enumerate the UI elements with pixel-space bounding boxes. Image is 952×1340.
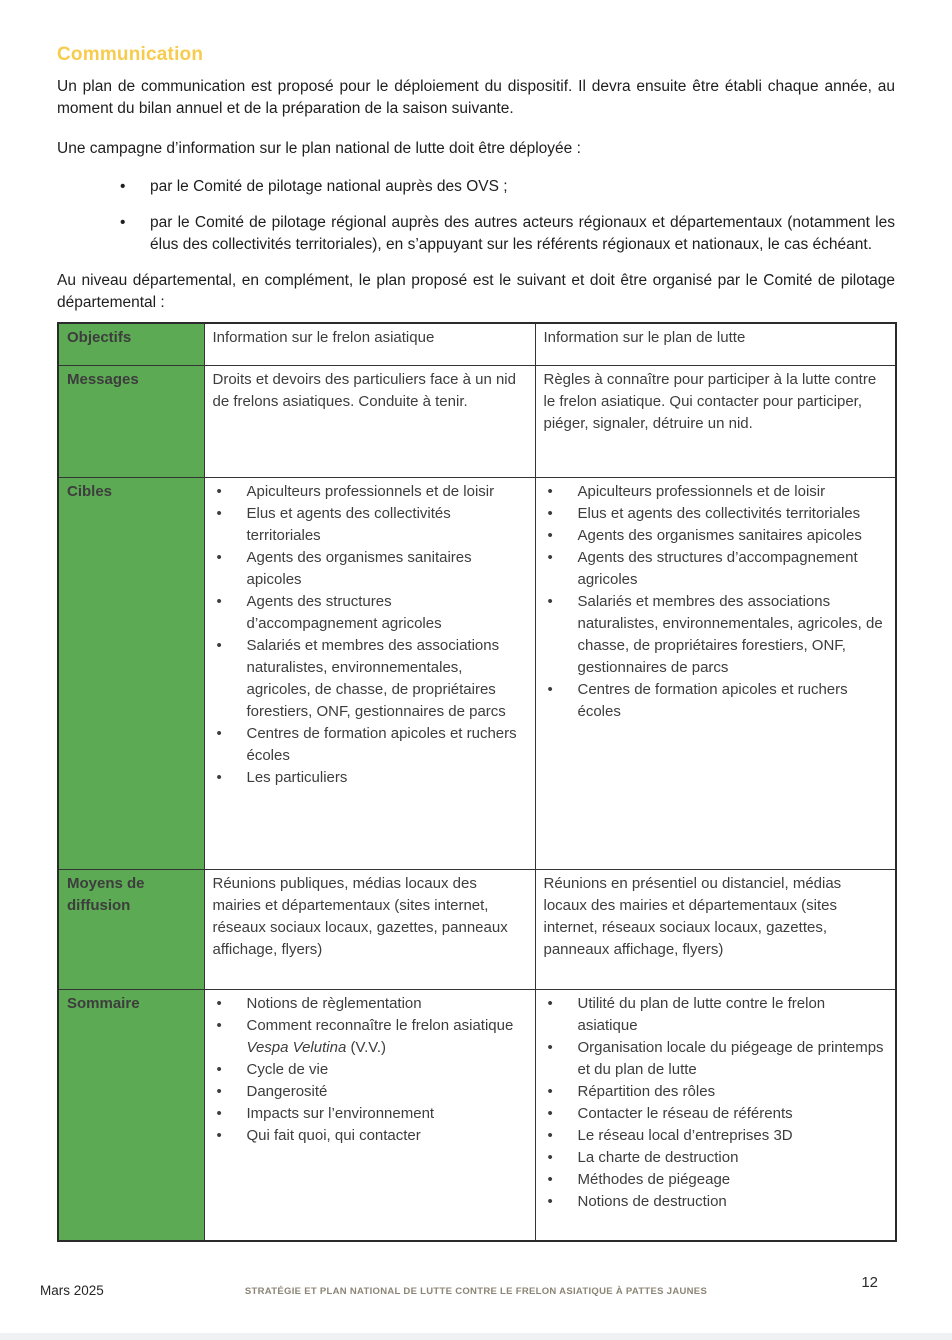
species-name-italic: Vespa Velutina [246, 1038, 347, 1056]
footer-date: Mars 2025 [40, 1283, 104, 1298]
table-row-cibles [58, 477, 896, 869]
row-header-objectifs: Objectifs [58, 323, 204, 365]
departmental-paragraph: Au niveau départemental, en complément, le plan proposé est le suivant et doit être organisé par le Comité de pilotage départemental : [57, 272, 895, 311]
sommaire-plan-list [544, 993, 888, 1213]
messages-frelon-cell: Droits et devoirs des particuliers face à un nid de frelons asiatiques. Conduite à tenir. [204, 365, 535, 477]
list-item: • Répartition des rôles [544, 1081, 888, 1103]
list-item: • La charte de destruction [544, 1147, 888, 1169]
list-item: • Agents des organismes sanitaires apicoles [544, 525, 888, 547]
section-heading: Communication [57, 44, 204, 65]
table-row-sommaire [58, 989, 896, 1241]
table-row-messages [58, 365, 896, 477]
cibles-frelon-list [213, 481, 527, 789]
list-item: • Le réseau local d’entreprises 3D [544, 1125, 888, 1147]
list-item: • Agents des organismes sanitaires apicoles [213, 547, 527, 591]
sommaire-frelon-list [213, 993, 527, 1147]
objectifs-plan-cell: Information sur le plan de lutte [535, 323, 896, 365]
table-row-moyens [58, 869, 896, 989]
communication-plan-table [57, 322, 897, 1242]
list-item: • par le Comité de pilotage régional auprès des autres acteurs régionaux et départementaux (notamment les élus des collectivités territoriales), en s’appuyant sur les référents régionaux et nationaux, le cas échéant. [57, 212, 895, 256]
campaign-paragraph: Une campagne d’information sur le plan national de lutte doit être déployée : [57, 140, 581, 157]
intro-paragraph: Un plan de communication est proposé pour le déploiement du dispositif. Il devra ensuite être établi chaque année, au moment du bilan annuel et de la préparation de la saison suivante. [57, 78, 895, 117]
list-item [213, 1015, 527, 1059]
list-item: • Dangerosité [213, 1081, 527, 1103]
footer-document-title: STRATÉGIE ET PLAN NATIONAL DE LUTTE CONTRE LE FRELON ASIATIQUE À PATTES JAUNES [244, 1286, 708, 1297]
sommaire-plan-cell [535, 989, 896, 1241]
campaign-bullet-list [57, 176, 895, 256]
list-item: • par le Comité de pilotage national auprès des OVS ; [57, 176, 895, 198]
list-item-text: (V.V.) [346, 1038, 387, 1056]
row-header-cibles: Cibles [58, 477, 204, 869]
list-item: • Impacts sur l’environnement [213, 1103, 527, 1125]
cibles-frelon-cell [204, 477, 535, 869]
cibles-plan-cell [535, 477, 896, 869]
cibles-plan-list [544, 481, 888, 723]
moyens-plan-cell: Réunions en présentiel ou distanciel, médias locaux des mairies et départementaux (sites internet, réseaux sociaux locaux, gazettes, panneaux affichage, flyers) [535, 869, 896, 989]
list-item: • Agents des structures d’accompagnement agricoles [544, 547, 888, 591]
list-item: • Cycle de vie [213, 1059, 527, 1081]
list-item: • Notions de règlementation [213, 993, 527, 1015]
page-number: 12 [861, 1274, 878, 1291]
list-item: • Contacter le réseau de référents [544, 1103, 888, 1125]
list-item: • Notions de destruction [544, 1191, 888, 1213]
moyens-frelon-cell: Réunions publiques, médias locaux des mairies et départementaux (sites internet, réseaux sociaux locaux, gazettes, panneaux affichage, flyers) [204, 869, 535, 989]
list-item: • Agents des structures d’accompagnement agricoles [213, 591, 527, 635]
sommaire-frelon-cell [204, 989, 535, 1241]
bottom-edge-strip [0, 1333, 952, 1340]
page-content [57, 44, 895, 1242]
list-item: • Salariés et membres des associations naturalistes, environnementales, agricoles, de chasse, de propriétaires forestiers, ONF, gestionnaires de parcs [213, 635, 527, 723]
row-header-moyens: Moyens de diffusion [58, 869, 204, 989]
list-item: • Utilité du plan de lutte contre le frelon asiatique [544, 993, 888, 1037]
list-item: • Apiculteurs professionnels et de loisir [544, 481, 888, 503]
list-item: • Organisation locale du piégeage de printemps et du plan de lutte [544, 1037, 888, 1081]
list-item: • Salariés et membres des associations naturalistes, environnementales, agricoles, de chasse, de propriétaires forestiers, ONF, gestionnaires de parcs [544, 591, 888, 679]
list-item: • Les particuliers [213, 767, 527, 789]
list-item: • Méthodes de piégeage [544, 1169, 888, 1191]
list-item: • Elus et agents des collectivités territoriales [544, 503, 888, 525]
list-item-text: Comment reconnaître le frelon asiatique [246, 1016, 514, 1034]
list-item: • Apiculteurs professionnels et de loisir [213, 481, 527, 503]
objectifs-frelon-cell: Information sur le frelon asiatique [204, 323, 535, 365]
list-item: • Centres de formation apicoles et ruchers écoles [544, 679, 888, 723]
row-header-messages: Messages [58, 365, 204, 477]
messages-plan-cell: Règles à connaître pour participer à la lutte contre le frelon asiatique. Qui contacter pour participer, piéger, signaler, détruire un nid. [535, 365, 896, 477]
page-footer [0, 1274, 952, 1318]
list-item: • Qui fait quoi, qui contacter [213, 1125, 527, 1147]
row-header-sommaire: Sommaire [58, 989, 204, 1241]
table-row-objectifs [58, 323, 896, 365]
list-item: • Centres de formation apicoles et ruchers écoles [213, 723, 527, 767]
list-item: • Elus et agents des collectivités territoriales [213, 503, 527, 547]
